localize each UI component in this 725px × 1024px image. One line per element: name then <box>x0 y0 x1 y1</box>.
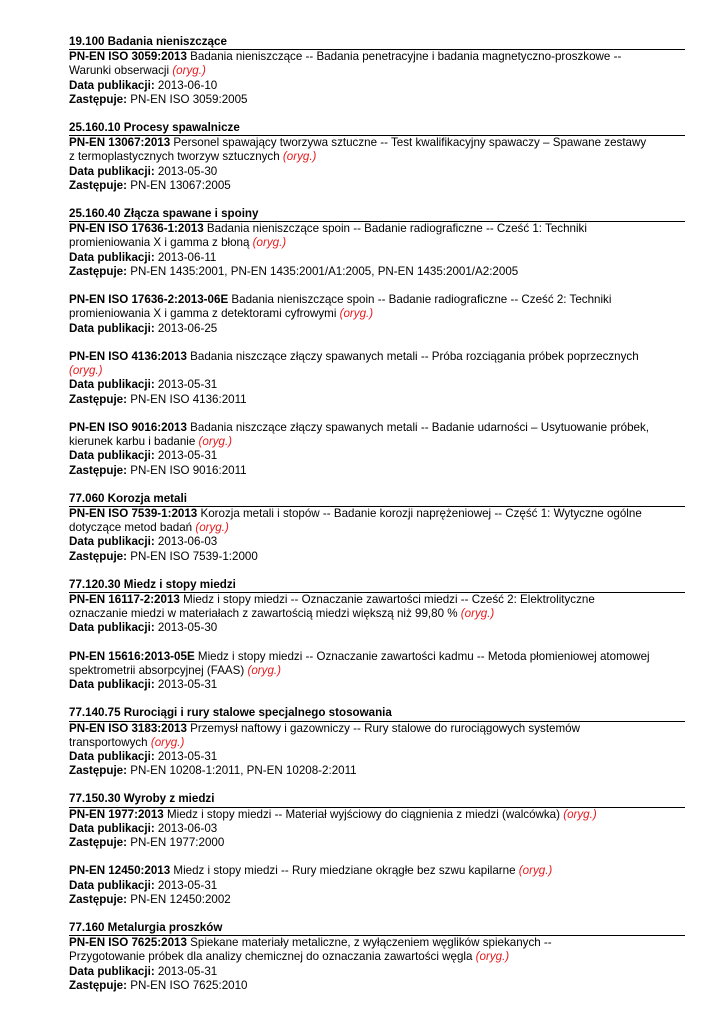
entry-title-line <box>69 421 685 435</box>
publication-date-value: 2013-06-03 <box>154 535 218 549</box>
standard-title-cont: transportowych <box>69 735 151 749</box>
standard-title: Badania nieniszczące spoin -- Badanie radiograficzne -- Cześć 1: Techniki <box>203 222 587 236</box>
standard-code: PN-EN 1977:2013 <box>69 807 164 821</box>
original-marker: (oryg.) <box>282 150 317 164</box>
entry-title-line <box>69 936 685 950</box>
entry-title-line <box>69 293 685 307</box>
standard-entry <box>69 936 685 993</box>
section <box>69 207 685 478</box>
original-marker: (oryg.) <box>460 607 495 621</box>
section-title: 25.160.40 Złącza spawane i spoiny <box>69 207 685 222</box>
publication-date-label: Data publikacji: <box>69 535 155 549</box>
section <box>69 35 685 107</box>
entry-title-continuation <box>69 64 685 78</box>
publication-date-label: Data publikacji: <box>69 78 155 92</box>
publication-date-value: 2013-06-03 <box>154 821 218 835</box>
standard-code: PN-EN 16117-2:2013 <box>69 592 180 606</box>
publication-date-value: 2013-05-31 <box>154 678 218 692</box>
standard-code: PN-EN ISO 4136:2013 <box>69 349 187 363</box>
publication-date-label: Data publikacji: <box>69 378 155 392</box>
standard-title: Badania nieniszczące -- Badania penetracyjne i badania magnetyczno-proszkowe -- <box>186 50 622 64</box>
replaces-value: PN-EN ISO 4136:2011 <box>126 392 247 406</box>
standard-title-cont: kierunek karbu i badanie <box>69 435 199 449</box>
entry-title-line <box>69 593 685 607</box>
entry-title-line <box>69 808 685 822</box>
standard-title-cont: promieniowania X i gamma z detektorami cyfrowymi <box>69 307 340 321</box>
standard-title: Badania nieniszczące spoin -- Badanie radiograficzne -- Cześć 2: Techniki <box>228 293 612 307</box>
entry-title-continuation <box>69 950 685 964</box>
original-marker: (oryg.) <box>339 307 374 321</box>
entry-title-continuation <box>69 736 685 750</box>
standard-title: Badania niszczące złączy spawanych metali -- Próba rozciągania próbek poprzecznych <box>186 349 639 363</box>
section-title: 19.100 Badania nieniszczące <box>69 35 685 50</box>
standard-title-cont: Przygotowanie próbek dla analizy chemicznej do oznaczania zawartości węgla <box>69 950 476 964</box>
entry-title-line <box>69 722 685 736</box>
publication-date <box>69 621 685 635</box>
section <box>69 121 685 193</box>
replaces-label: Zastępuje: <box>69 764 127 778</box>
standard-title: Miedz i stopy miedzi -- Materiał wyjściowy do ciągnienia z miedzi (walcówka) <box>163 807 564 821</box>
entry-title-line <box>69 222 685 236</box>
publication-date-label: Data publikacji: <box>69 321 155 335</box>
standard-title-cont: dotyczące metod badań <box>69 521 196 535</box>
entry-title-line <box>69 136 685 150</box>
replaces <box>69 464 685 478</box>
publication-date <box>69 378 685 392</box>
section-title: 77.150.30 Wyroby z miedzi <box>69 792 685 807</box>
standard-entry <box>69 864 685 907</box>
publication-date <box>69 965 685 979</box>
entry-title-line <box>69 507 685 521</box>
section <box>69 792 685 907</box>
entry-title-line <box>69 350 685 364</box>
replaces-value: PN-EN 13067:2005 <box>126 178 231 192</box>
standard-entry <box>69 507 685 564</box>
standard-code: PN-EN ISO 7625:2013 <box>69 936 187 950</box>
standard-entry <box>69 293 685 336</box>
original-marker: (oryg.) <box>475 950 510 964</box>
replaces-value: PN-EN 1435:2001, PN-EN 1435:2001/A1:2005, PN-EN 1435:2001/A2:2005 <box>126 264 519 278</box>
replaces-label: Zastępuje: <box>69 264 127 278</box>
publication-date-label: Data publikacji: <box>69 964 155 978</box>
standard-code: PN-EN ISO 9016:2013 <box>69 420 187 434</box>
replaces <box>69 836 685 850</box>
standard-title: Przemysł naftowy i gazowniczy -- Rury stalowe do rurociągowych systemów <box>186 721 580 735</box>
section-title: 77.060 Korozja metali <box>69 492 685 507</box>
replaces-value: PN-EN 1977:2000 <box>126 835 225 849</box>
standard-entry <box>69 136 685 193</box>
standard-code: PN-EN 12450:2013 <box>69 864 171 878</box>
entry-title-continuation <box>69 307 685 321</box>
entry-title-line <box>69 50 685 64</box>
standard-code: PN-EN ISO 17636-1:2013 <box>69 222 204 236</box>
replaces-label: Zastępuje: <box>69 835 127 849</box>
publication-date-value: 2013-06-25 <box>154 321 218 335</box>
publication-date-label: Data publikacji: <box>69 749 155 763</box>
standard-code: PN-EN ISO 3183:2013 <box>69 721 187 735</box>
publication-date <box>69 79 685 93</box>
section <box>69 921 685 993</box>
publication-date <box>69 678 685 692</box>
replaces-label: Zastępuje: <box>69 463 127 477</box>
standard-title: Miedz i stopy miedzi -- Oznaczanie zawartości kadmu -- Metoda płomieniowej atomowej <box>194 649 650 663</box>
standard-entry <box>69 593 685 636</box>
entry-title-line <box>69 864 685 878</box>
entry-title-continuation <box>69 364 685 378</box>
original-marker: (oryg.) <box>518 864 553 878</box>
entry-title-continuation <box>69 435 685 449</box>
standard-code: PN-EN ISO 7539-1:2013 <box>69 506 198 520</box>
standard-entry <box>69 808 685 851</box>
publication-date-value: 2013-05-31 <box>154 878 218 892</box>
publication-date <box>69 822 685 836</box>
replaces-value: PN-EN 12450:2002 <box>126 892 231 906</box>
publication-date-value: 2013-05-31 <box>154 378 218 392</box>
replaces-value: PN-EN ISO 3059:2005 <box>126 92 248 106</box>
replaces-value: PN-EN ISO 7625:2010 <box>126 978 248 992</box>
publication-date-label: Data publikacji: <box>69 250 155 264</box>
standard-entry <box>69 650 685 693</box>
publication-date-label: Data publikacji: <box>69 678 155 692</box>
standard-code: PN-EN ISO 17636-2:2013-06E <box>69 293 229 307</box>
standard-entry <box>69 722 685 779</box>
publication-date <box>69 251 685 265</box>
entry-title-continuation <box>69 236 685 250</box>
replaces <box>69 393 685 407</box>
original-marker: (oryg.) <box>150 735 185 749</box>
entry-title-continuation <box>69 150 685 164</box>
standard-code: PN-EN 13067:2013 <box>69 136 171 150</box>
publication-date-value: 2013-06-10 <box>154 78 218 92</box>
replaces-label: Zastępuje: <box>69 392 127 406</box>
original-marker: (oryg.) <box>247 663 281 677</box>
standard-title-cont: oznaczanie miedzi w materiałach z zawartością miedzi większą niż 99,80 % <box>69 607 461 621</box>
section <box>69 578 685 693</box>
replaces <box>69 550 685 564</box>
standard-title: Spiekane materiały metaliczne, z wyłączeniem węglików spiekanych -- <box>186 936 552 950</box>
original-marker: (oryg.) <box>563 807 597 821</box>
replaces-value: PN-EN 10208-1:2011, PN-EN 10208-2:2011 <box>126 764 357 778</box>
section-title: 77.160 Metalurgia proszków <box>69 921 685 936</box>
publication-date-label: Data publikacji: <box>69 621 155 635</box>
replaces-value: PN-EN ISO 7539-1:2000 <box>126 549 258 563</box>
publication-date-value: 2013-05-31 <box>154 449 218 463</box>
publication-date <box>69 449 685 463</box>
standard-title: Miedz i stopy miedzi -- Oznaczanie zawartości miedzi -- Cześć 2: Elektrolityczne <box>179 592 595 606</box>
standard-title-cont: Warunki obserwacji <box>69 64 173 78</box>
standard-title: Miedz i stopy miedzi -- Rury miedziane okrągłe bez szwu kapilarne <box>170 864 519 878</box>
standard-title-cont: spektrometrii absorpcyjnej (FAAS) <box>69 663 248 677</box>
replaces <box>69 179 685 193</box>
original-marker: (oryg.) <box>172 64 206 78</box>
entry-title-continuation <box>69 664 685 678</box>
original-marker: (oryg.) <box>198 435 233 449</box>
replaces <box>69 93 685 107</box>
publication-date <box>69 750 685 764</box>
section <box>69 492 685 564</box>
publication-date <box>69 322 685 336</box>
replaces-value: PN-EN ISO 9016:2011 <box>126 463 247 477</box>
entry-title-line <box>69 650 685 664</box>
standard-code: PN-EN 15616:2013-05E <box>69 649 195 663</box>
publication-date-value: 2013-05-31 <box>154 964 218 978</box>
standard-entry <box>69 350 685 407</box>
replaces <box>69 979 685 993</box>
standard-entry <box>69 421 685 478</box>
section-title: 25.160.10 Procesy spawalnicze <box>69 121 685 136</box>
standard-title-cont: promieniowania X i gamma z błoną <box>69 236 253 250</box>
replaces-label: Zastępuje: <box>69 178 127 192</box>
publication-date-label: Data publikacji: <box>69 821 155 835</box>
publication-date-value: 2013-05-30 <box>154 621 218 635</box>
replaces <box>69 893 685 907</box>
replaces-label: Zastępuje: <box>69 892 127 906</box>
replaces-label: Zastępuje: <box>69 549 127 563</box>
entry-title-continuation <box>69 521 685 535</box>
replaces <box>69 764 685 778</box>
publication-date-value: 2013-05-30 <box>154 164 218 178</box>
publication-date <box>69 535 685 549</box>
publication-date-label: Data publikacji: <box>69 878 155 892</box>
standard-entry <box>69 50 685 107</box>
original-marker: (oryg.) <box>69 364 103 378</box>
replaces-label: Zastępuje: <box>69 92 127 106</box>
entry-title-continuation <box>69 607 685 621</box>
publication-date-label: Data publikacji: <box>69 449 155 463</box>
publication-date-label: Data publikacji: <box>69 164 155 178</box>
replaces <box>69 265 685 279</box>
publication-date-value: 2013-06-11 <box>154 250 217 264</box>
replaces-label: Zastępuje: <box>69 978 127 992</box>
standard-title-cont: z termoplastycznych tworzyw sztucznych <box>69 150 283 164</box>
standard-title: Personel spawający tworzywa sztuczne -- Test kwalifikacyjny spawaczy – Spawane zestawy <box>170 136 647 150</box>
section-title: 77.120.30 Miedz i stopy miedzi <box>69 578 685 593</box>
standard-title: Korozja metali i stopów -- Badanie korozji naprężeniowej -- Część 1: Wytyczne ogólne <box>197 506 642 520</box>
publication-date-value: 2013-05-31 <box>154 749 218 763</box>
publication-date <box>69 165 685 179</box>
standard-code: PN-EN ISO 3059:2013 <box>69 50 187 64</box>
original-marker: (oryg.) <box>195 521 229 535</box>
publication-date <box>69 879 685 893</box>
section <box>69 706 685 778</box>
standard-title: Badania niszczące złączy spawanych metali -- Badanie udarności – Usytuowanie próbek, <box>186 420 649 434</box>
original-marker: (oryg.) <box>252 236 287 250</box>
section-title: 77.140.75 Rurociągi i rury stalowe specjalnego stosowania <box>69 706 685 721</box>
standard-entry <box>69 222 685 279</box>
